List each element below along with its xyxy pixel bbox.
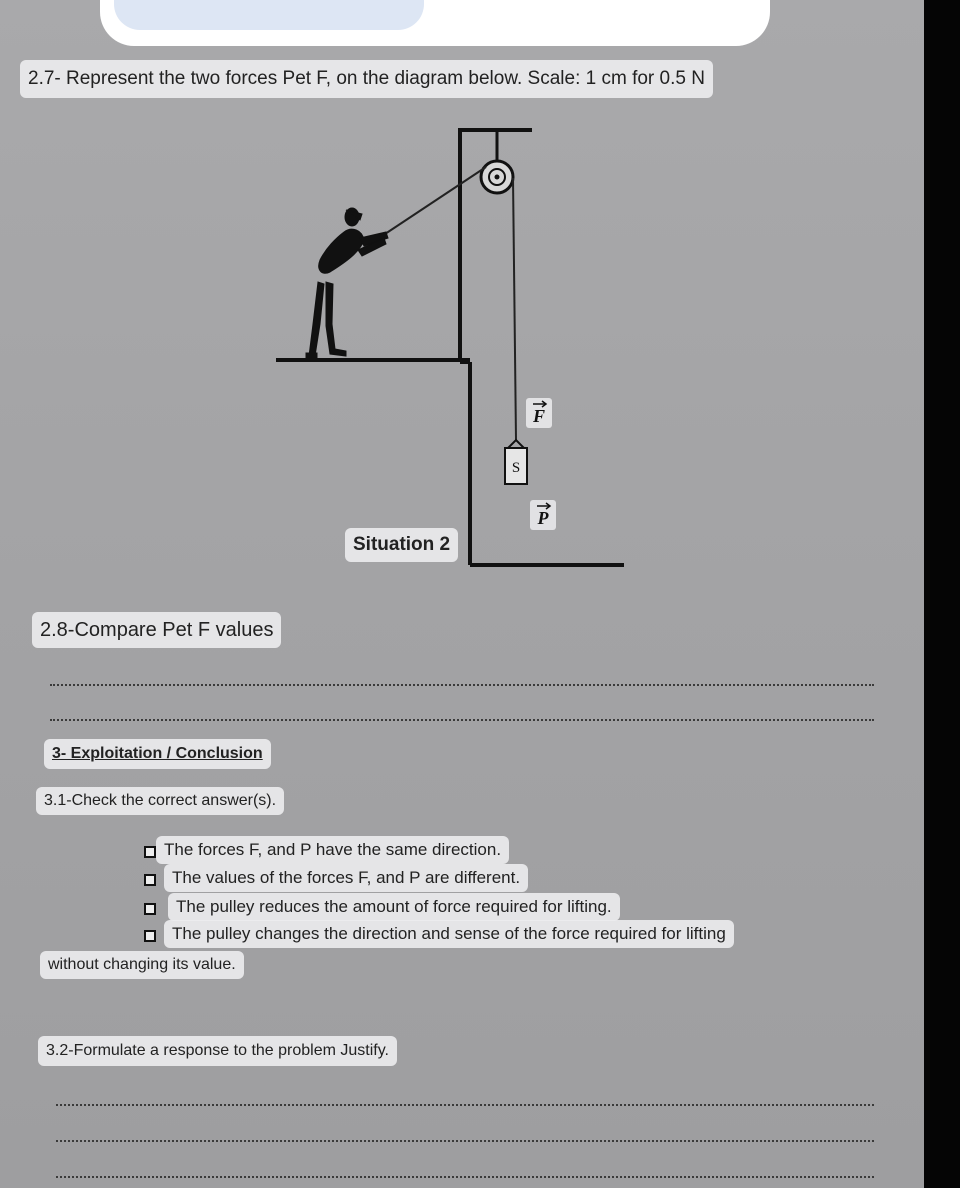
question-3-1: 3.1-Check the correct answer(s). xyxy=(36,787,284,815)
option-3-label: The pulley reduces the amount of force required for lifting. xyxy=(168,893,620,921)
question-3-2: 3.2-Formulate a response to the problem Justify. xyxy=(38,1036,397,1066)
force-f-label: F xyxy=(532,406,546,426)
person-figure xyxy=(306,208,388,359)
option-4-label: The pulley changes the direction and sense of the force required for lifting xyxy=(164,920,734,948)
screen-edge xyxy=(924,0,960,1188)
answer-line-1[interactable] xyxy=(50,684,874,686)
pulley-diagram xyxy=(0,0,924,600)
question-2-7: 2.7- Represent the two forces Pet F, on the diagram below. Scale: 1 cm for 0.5 N xyxy=(20,60,713,98)
option-4-continuation: without changing its value. xyxy=(40,951,244,979)
option-1-checkbox[interactable] xyxy=(144,846,156,858)
mass-letter: S xyxy=(511,460,521,476)
rope-pull xyxy=(382,167,486,236)
answer-line-2[interactable] xyxy=(50,719,874,721)
answer-line-3[interactable] xyxy=(56,1104,874,1106)
option-4-checkbox[interactable] xyxy=(144,930,156,942)
answer-line-5[interactable] xyxy=(56,1176,874,1178)
rope-hanging xyxy=(513,178,516,440)
situation-label: Situation 2 xyxy=(345,528,458,562)
question-2-8: 2.8-Compare Pet F values xyxy=(32,612,281,648)
answer-line-4[interactable] xyxy=(56,1140,874,1142)
section-3-heading: 3- Exploitation / Conclusion xyxy=(44,739,271,769)
option-2-label: The values of the forces F, and P are different. xyxy=(164,864,528,892)
option-2-checkbox[interactable] xyxy=(144,874,156,886)
option-3-checkbox[interactable] xyxy=(144,903,156,915)
force-p-label: P xyxy=(537,508,549,528)
option-1-label: The forces F, and P have the same direction. xyxy=(156,836,509,864)
